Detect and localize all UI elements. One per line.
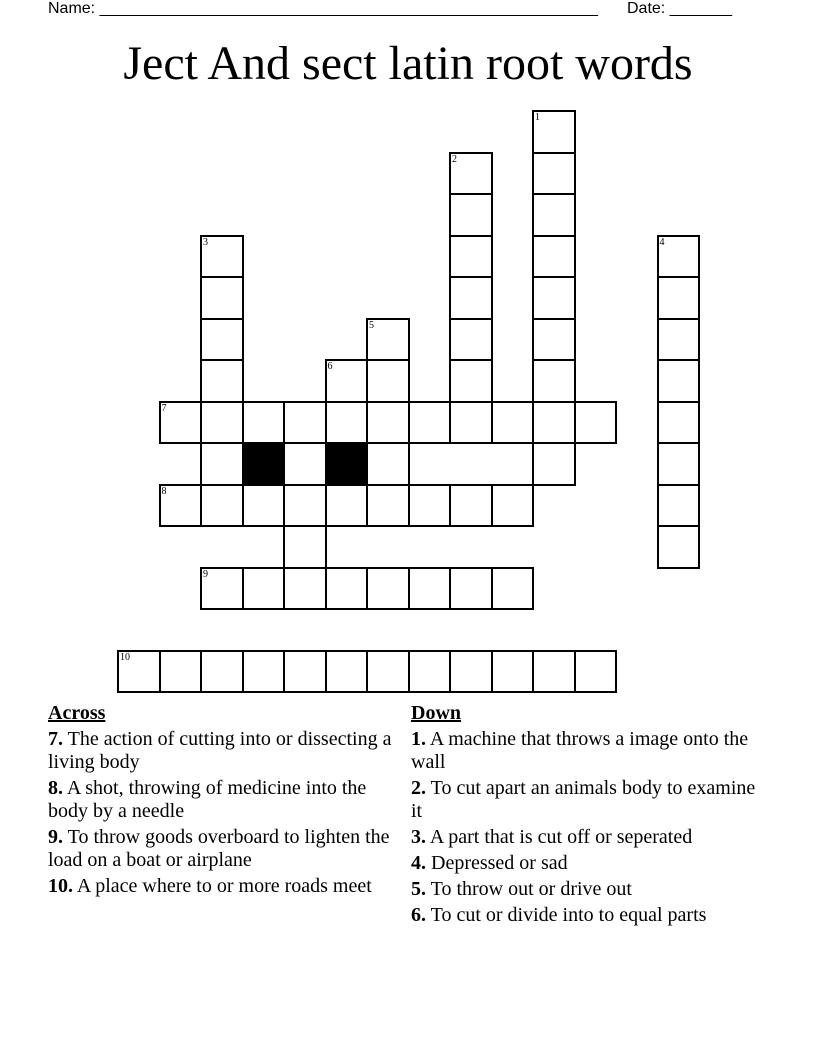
down-clues bbox=[411, 702, 761, 930]
clue-number-label: 9 bbox=[203, 568, 208, 580]
clue-number: 3. bbox=[411, 826, 426, 848]
answer-square[interactable] bbox=[491, 484, 535, 528]
answer-square[interactable] bbox=[325, 650, 369, 694]
answer-square[interactable] bbox=[449, 484, 493, 528]
answer-square[interactable] bbox=[366, 484, 410, 528]
answer-square[interactable] bbox=[325, 484, 369, 528]
answer-square[interactable] bbox=[491, 401, 535, 445]
answer-square[interactable] bbox=[283, 567, 327, 611]
answer-square[interactable] bbox=[532, 152, 576, 196]
clue-number: 9. bbox=[48, 826, 63, 848]
clue-number-label: 7 bbox=[161, 402, 167, 414]
answer-square[interactable] bbox=[325, 359, 369, 403]
answer-square[interactable] bbox=[366, 442, 410, 486]
answer-square[interactable] bbox=[283, 650, 327, 694]
answer-square[interactable] bbox=[449, 318, 493, 362]
answer-square[interactable] bbox=[159, 650, 203, 694]
answer-square[interactable] bbox=[532, 401, 576, 445]
answer-square[interactable] bbox=[574, 401, 618, 445]
answer-square[interactable] bbox=[200, 442, 244, 486]
answer-square[interactable] bbox=[366, 650, 410, 694]
clue-number: 2. bbox=[411, 777, 426, 799]
answer-square[interactable] bbox=[200, 484, 244, 528]
answer-square[interactable] bbox=[657, 235, 701, 279]
across-clues bbox=[48, 702, 398, 901]
answer-square[interactable] bbox=[532, 110, 576, 154]
clue-text: To throw goods overboard to lighten the load on a boat or airplane bbox=[48, 826, 390, 871]
black-square bbox=[325, 442, 369, 486]
answer-square[interactable] bbox=[283, 484, 327, 528]
answer-square[interactable] bbox=[532, 235, 576, 279]
answer-square[interactable] bbox=[574, 650, 618, 694]
clue-text: A machine that throws a image onto the wall bbox=[411, 728, 749, 773]
clue-number: 5. bbox=[411, 878, 426, 900]
answer-square[interactable] bbox=[408, 401, 452, 445]
name-field: Name: ________________________________________________________ bbox=[48, 0, 598, 17]
answer-square[interactable] bbox=[200, 401, 244, 445]
clue-number: 1. bbox=[411, 728, 426, 750]
across-heading: Across bbox=[48, 702, 106, 724]
answer-square[interactable] bbox=[200, 567, 244, 611]
clue-number-label: 3 bbox=[203, 236, 208, 248]
answer-square[interactable] bbox=[657, 318, 701, 362]
clue-text: To cut apart an animals body to examine it bbox=[411, 777, 756, 822]
clue-number: 7. bbox=[48, 728, 63, 750]
answer-square[interactable] bbox=[449, 359, 493, 403]
answer-square[interactable] bbox=[366, 318, 410, 362]
answer-square[interactable] bbox=[491, 650, 535, 694]
answer-square[interactable] bbox=[657, 442, 701, 486]
answer-square[interactable] bbox=[449, 401, 493, 445]
answer-square[interactable] bbox=[242, 484, 286, 528]
answer-square[interactable] bbox=[200, 276, 244, 320]
answer-square[interactable] bbox=[449, 193, 493, 237]
clue-text: To cut or divide into to equal parts bbox=[430, 904, 707, 926]
answer-square[interactable] bbox=[491, 567, 535, 611]
down-heading: Down bbox=[411, 702, 462, 724]
answer-square[interactable] bbox=[408, 650, 452, 694]
clue-down-3 bbox=[411, 826, 761, 849]
clue-number-label: 1 bbox=[535, 112, 540, 123]
date-field: Date: _______ bbox=[627, 0, 732, 17]
clue-number: 4. bbox=[411, 852, 426, 874]
black-square bbox=[242, 442, 286, 486]
clue-number: 8. bbox=[48, 777, 63, 799]
answer-square[interactable] bbox=[325, 567, 369, 611]
answer-square[interactable] bbox=[242, 567, 286, 611]
answer-square[interactable] bbox=[283, 401, 327, 445]
answer-square[interactable] bbox=[408, 484, 452, 528]
clue-number-label: 2 bbox=[452, 153, 457, 165]
answer-square[interactable] bbox=[159, 484, 203, 528]
answer-square[interactable] bbox=[117, 650, 161, 694]
answer-square[interactable] bbox=[657, 276, 701, 320]
answer-square[interactable] bbox=[283, 442, 327, 486]
answer-square[interactable] bbox=[200, 359, 244, 403]
clue-down-2 bbox=[411, 777, 761, 823]
answer-square[interactable] bbox=[449, 650, 493, 694]
answer-square[interactable] bbox=[366, 401, 410, 445]
clue-text: To throw out or drive out bbox=[430, 878, 632, 900]
answer-square[interactable] bbox=[532, 650, 576, 694]
answer-square[interactable] bbox=[242, 650, 286, 694]
clue-down-6 bbox=[411, 904, 761, 927]
clue-across-9 bbox=[48, 826, 398, 872]
clue-across-10 bbox=[48, 875, 398, 898]
answer-square[interactable] bbox=[283, 525, 327, 569]
clue-down-1 bbox=[411, 728, 761, 774]
answer-square[interactable] bbox=[200, 235, 244, 279]
clue-across-8 bbox=[48, 777, 398, 823]
answer-square[interactable] bbox=[532, 442, 576, 486]
answer-square[interactable] bbox=[366, 359, 410, 403]
answer-square[interactable] bbox=[366, 567, 410, 611]
clue-number-label: 5 bbox=[369, 319, 374, 331]
answer-square[interactable] bbox=[532, 318, 576, 362]
clue-text: A place where to or more roads meet bbox=[76, 875, 372, 897]
answer-square[interactable] bbox=[657, 359, 701, 403]
clue-down-5 bbox=[411, 878, 761, 901]
clue-number: 10. bbox=[48, 875, 73, 897]
clue-number-label: 8 bbox=[161, 485, 167, 497]
answer-square[interactable] bbox=[657, 525, 701, 569]
clue-down-4 bbox=[411, 852, 761, 875]
answer-square[interactable] bbox=[242, 401, 286, 445]
answer-square[interactable] bbox=[532, 193, 576, 237]
answer-square[interactable] bbox=[408, 567, 452, 611]
answer-square[interactable] bbox=[325, 401, 369, 445]
answer-square[interactable] bbox=[657, 401, 701, 445]
clue-text: The action of cutting into or dissecting a living body bbox=[48, 728, 392, 773]
clue-text: Depressed or sad bbox=[431, 852, 568, 874]
answer-square[interactable] bbox=[449, 152, 493, 196]
answer-square[interactable] bbox=[657, 484, 701, 528]
answer-square[interactable] bbox=[532, 359, 576, 403]
answer-square[interactable] bbox=[200, 318, 244, 362]
clue-number-label: 10 bbox=[120, 651, 130, 663]
clue-number-label: 6 bbox=[327, 361, 333, 372]
clue-text: A shot, throwing of medicine into the body by a needle bbox=[48, 777, 367, 822]
answer-square[interactable] bbox=[449, 276, 493, 320]
clue-number: 6. bbox=[411, 904, 426, 926]
clue-number-label: 4 bbox=[659, 236, 665, 248]
answer-square[interactable] bbox=[200, 650, 244, 694]
page-title: Ject And sect latin root words bbox=[123, 37, 693, 90]
clue-across-7 bbox=[48, 728, 398, 774]
answer-square[interactable] bbox=[532, 276, 576, 320]
answer-square[interactable] bbox=[159, 401, 203, 445]
answer-square[interactable] bbox=[449, 567, 493, 611]
answer-square[interactable] bbox=[449, 235, 493, 279]
clue-text: A part that is cut off or seperated bbox=[429, 826, 693, 848]
